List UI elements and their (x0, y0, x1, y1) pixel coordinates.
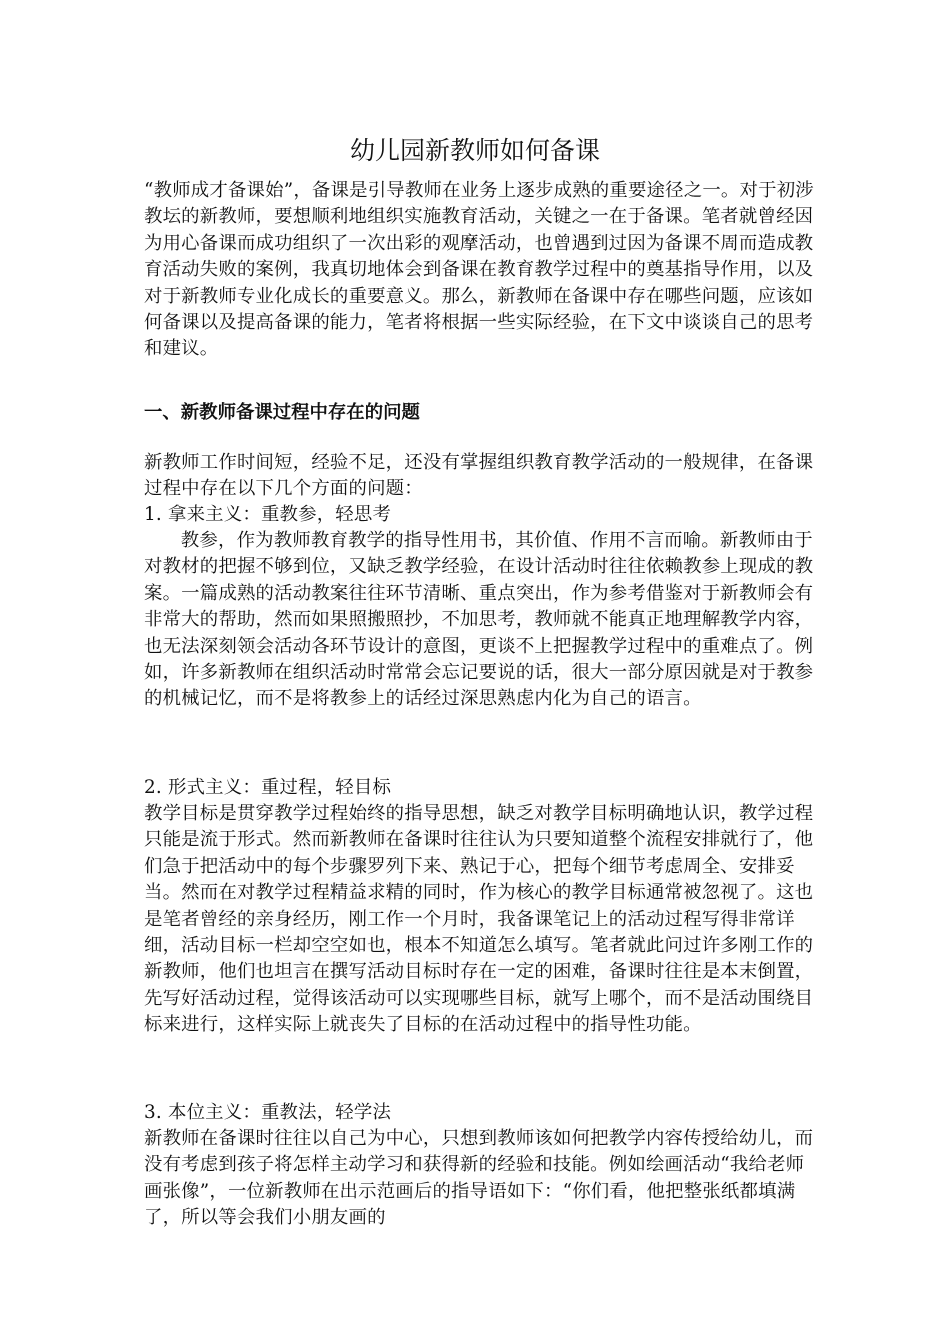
intro-paragraph: “教师成才备课始”，备课是引导教师在业务上逐步成熟的重要途径之一。对于初涉教坛的新教师，要想顺利地组织实施教育活动，关键之一在于备课。笔者就曾经因为用心备课而成功组织了一次出彩的观摩活动，也曾遇到过因为备课不周而造成教育活动失败的案例，我真切地体会到备课在教育教学过程中的奠基指导作用，以及对于新教师专业化成长的重要意义。那么，新教师在备课中存在哪些问题，应该如何备课以及提高备课的能力，笔者将根据一些实际经验，在下文中谈谈自己的思考和建议。 (144, 180, 814, 360)
subheading-2: 2. 形式主义：重过程，轻目标 (144, 777, 392, 798)
paragraph-1: 教参，作为教师教育教学的指导性用书，其价值、作用不言而喻。新教师由于对教材的把握不够到位，又缺乏教学经验，在设计活动时往往依赖教参上现成的教案。一篇成熟的活动教案往往环节清晰、重点突出，作为参考借鉴对于新教师会有非常大的帮助，然而如果照搬照抄，不加思考，教师就不能真正地理解教学内容，也无法深刻领会活动各环节设计的意图，更谈不上把握教学过程中的重难点了。例如，许多新教师在组织活动时常常会忘记要说的话，很大一部分原因就是对于教参的机械记忆，而不是将教参上的话经过深思熟虑内化为自己的语言。 (144, 530, 814, 710)
section-heading: 一、新教师备课过程中存在的问题 (144, 402, 420, 423)
document-title: 幼儿园新教师如何备课 (349, 136, 600, 165)
paragraph-3: 新教师在备课时往往以自己为中心，只想到教师该如何把教学内容传授给幼儿，而没有考虑到孩子将怎样主动学习和获得新的经验和技能。例如绘画活动“我给老师画张像”，一位新教师在出示范画后的指导语如下：“你们看，他把整张纸都填满了，所以等会我们小朋友画的 (144, 1128, 814, 1229)
subheading-1: 1. 拿来主义：重教参，轻思考 (144, 504, 392, 525)
subheading-3: 3. 本位主义：重教法，轻学法 (144, 1102, 392, 1123)
section-intro-paragraph: 新教师工作时间短，经验不足，还没有掌握组织教育教学活动的一般规律，在备课过程中存在以下几个方面的问题： (144, 452, 814, 500)
paragraph-2: 教学目标是贯穿教学过程始终的指导思想，缺乏对教学目标明确地认识，教学过程只能是流于形式。然而新教师在备课时往往认为只要知道整个流程安排就行了，他们急于把活动中的每个步骤罗列下来、熟记于心，把每个细节考虑周全、安排妥当。然而在对教学过程精益求精的同时，作为核心的教学目标通常被忽视了。这也是笔者曾经的亲身经历，刚工作一个月时，我备课笔记上的活动过程写得非常详细，活动目标一栏却空空如也，根本不知道怎么填写。笔者就此问过许多刚工作的新教师，他们也坦言在撰写活动目标时存在一定的困难，备课时往往是本末倒置，先写好活动过程，觉得该活动可以实现哪些目标，就写上哪个，而不是活动围绕目标来进行，这样实际上就丧失了目标的在活动过程中的指导性功能。 (144, 803, 814, 1036)
